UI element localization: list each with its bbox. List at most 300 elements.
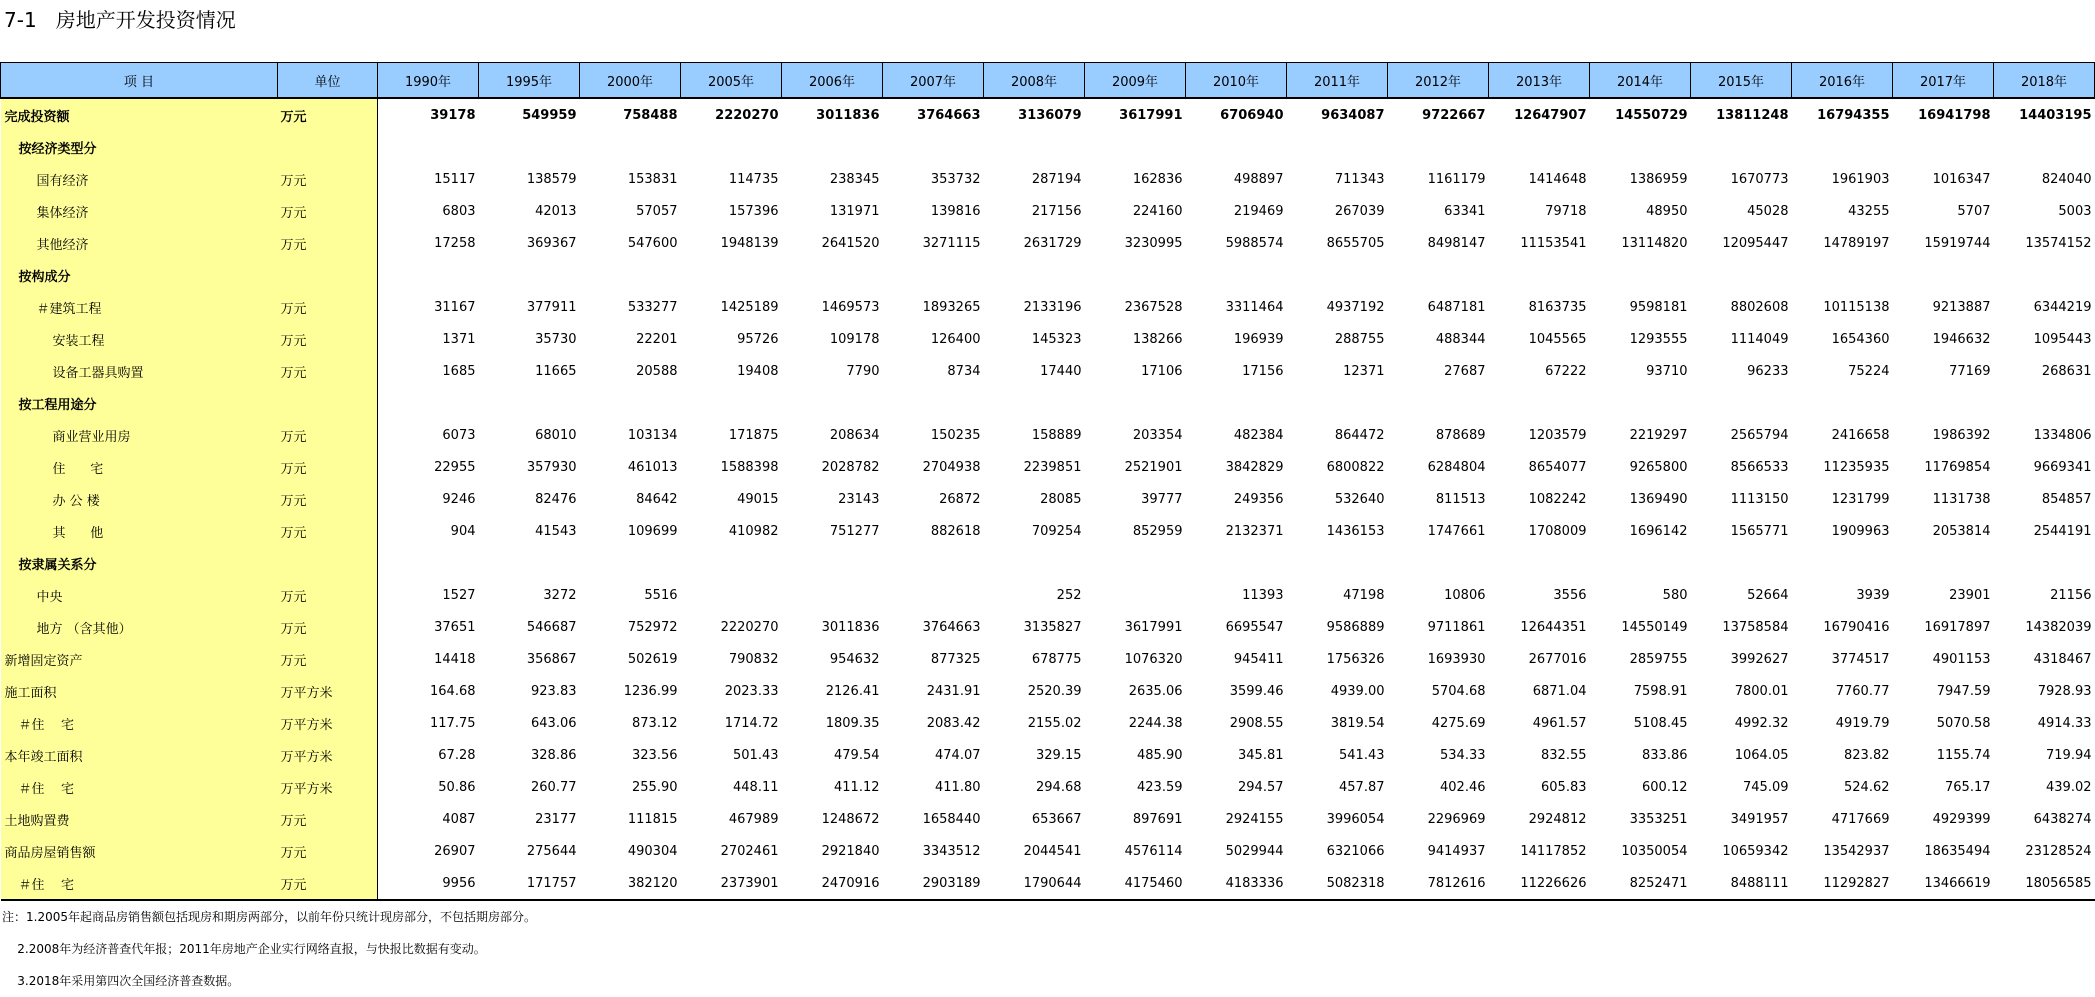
cell-value: 11153541 bbox=[1520, 235, 1587, 251]
row-unit: 万元 bbox=[278, 323, 378, 355]
table-row bbox=[1, 291, 2095, 323]
cell-value: 2921840 bbox=[821, 843, 880, 859]
header-year: 2015年 bbox=[1691, 63, 1792, 99]
cell-value: 5082318 bbox=[1287, 867, 1388, 900]
investment-table bbox=[0, 62, 2095, 901]
cell-value: 6706940 bbox=[1186, 98, 1287, 131]
cell-value bbox=[883, 387, 984, 419]
table-row bbox=[1, 419, 2095, 451]
cell-value: 8802608 bbox=[1730, 299, 1789, 315]
cell-value: 824040 bbox=[2041, 171, 2092, 187]
cell-value bbox=[984, 387, 1085, 419]
cell-value: 4087 bbox=[442, 811, 476, 827]
cell-value: 3556 bbox=[1553, 587, 1587, 603]
cell-value: 11769854 bbox=[1924, 459, 1991, 475]
cell-value: 203354 bbox=[1132, 427, 1183, 443]
cell-value: 2702461 bbox=[720, 843, 779, 859]
cell-value: 1155.74 bbox=[1936, 747, 1991, 763]
cell-value: 2544191 bbox=[2033, 523, 2092, 539]
cell-value: 3764663 bbox=[922, 619, 981, 635]
row-label: 按构成分 bbox=[1, 259, 278, 291]
cell-value: 26907 bbox=[434, 843, 476, 859]
cell-value: 954632 bbox=[829, 651, 880, 667]
cell-value: 5516 bbox=[644, 587, 678, 603]
cell-value: 35730 bbox=[535, 331, 577, 347]
cell-value: 1961903 bbox=[1831, 171, 1890, 187]
cell-value: 3939 bbox=[1856, 587, 1890, 603]
cell-value bbox=[1085, 259, 1186, 291]
cell-value: 15919744 bbox=[1924, 235, 1991, 251]
cell-value: 1414648 bbox=[1528, 171, 1587, 187]
cell-value: 877325 bbox=[930, 651, 981, 667]
cell-value: 117.75 bbox=[430, 715, 476, 731]
cell-value bbox=[580, 259, 681, 291]
row-label: 按隶属关系分 bbox=[1, 547, 278, 579]
cell-value bbox=[1186, 547, 1287, 579]
header-unit: 单位 bbox=[278, 63, 378, 99]
cell-value: 22955 bbox=[434, 459, 476, 475]
cell-value: 6871.04 bbox=[1532, 683, 1587, 699]
cell-value: 2126.41 bbox=[825, 683, 880, 699]
header-year: 2018年 bbox=[1994, 63, 2095, 99]
cell-value: 238345 bbox=[829, 171, 880, 187]
cell-value bbox=[1893, 547, 1994, 579]
table-row bbox=[1, 515, 2095, 547]
cell-value: 49015 bbox=[737, 491, 779, 507]
cell-value bbox=[681, 259, 782, 291]
row-unit: 万元 bbox=[278, 355, 378, 387]
cell-value: 1909963 bbox=[1831, 523, 1890, 539]
cell-value: 8163735 bbox=[1528, 299, 1587, 315]
cell-value: 4183336 bbox=[1186, 867, 1287, 900]
cell-value: 467989 bbox=[728, 811, 779, 827]
row-unit: 万元 bbox=[278, 643, 378, 675]
cell-value: 63341 bbox=[1444, 203, 1486, 219]
cell-value: 3011836 bbox=[821, 619, 880, 635]
cell-value bbox=[1489, 547, 1590, 579]
cell-value bbox=[1994, 547, 2095, 579]
row-label: 按工程用途分 bbox=[1, 387, 278, 419]
cell-value bbox=[1186, 259, 1287, 291]
header-year: 2007年 bbox=[883, 63, 984, 99]
cell-value bbox=[1994, 387, 2095, 419]
cell-value: 3311464 bbox=[1225, 299, 1284, 315]
row-unit: 万元 bbox=[278, 579, 378, 611]
cell-value: 2244.38 bbox=[1128, 715, 1183, 731]
cell-value: 13114820 bbox=[1621, 235, 1688, 251]
cell-value: 5003 bbox=[2058, 203, 2092, 219]
cell-value: 84642 bbox=[636, 491, 678, 507]
cell-value bbox=[1186, 387, 1287, 419]
table-row bbox=[1, 771, 2095, 803]
cell-value bbox=[1893, 259, 1994, 291]
cell-value: 1654360 bbox=[1831, 331, 1890, 347]
cell-value: 1131738 bbox=[1932, 491, 1991, 507]
cell-value: 5029944 bbox=[1225, 843, 1284, 859]
cell-value: 4919.79 bbox=[1835, 715, 1890, 731]
cell-value: 482384 bbox=[1233, 427, 1284, 443]
cell-value: 823.82 bbox=[1844, 747, 1890, 763]
cell-value: 45028 bbox=[1747, 203, 1789, 219]
cell-value: 329.15 bbox=[1036, 747, 1082, 763]
cell-value: 2296969 bbox=[1427, 811, 1486, 827]
cell-value: 1425189 bbox=[720, 299, 779, 315]
cell-value: 10806 bbox=[1444, 587, 1486, 603]
cell-value: 549959 bbox=[479, 98, 580, 131]
cell-value: 14403195 bbox=[1994, 98, 2095, 131]
cell-value: 328.86 bbox=[531, 747, 577, 763]
cell-value bbox=[1691, 387, 1792, 419]
row-label: 按经济类型分 bbox=[1, 131, 278, 163]
cell-value: 1685 bbox=[442, 363, 476, 379]
cell-value: 275644 bbox=[526, 843, 577, 859]
cell-value: 77169 bbox=[1949, 363, 1991, 379]
row-label: 新增固定资产 bbox=[1, 643, 278, 675]
cell-value: 5988574 bbox=[1225, 235, 1284, 251]
cell-value: 4929399 bbox=[1932, 811, 1991, 827]
cell-value: 2521901 bbox=[1124, 459, 1183, 475]
cell-value: 1565771 bbox=[1730, 523, 1789, 539]
table-row bbox=[1, 707, 2095, 739]
cell-value: 15117 bbox=[434, 171, 476, 187]
cell-value: 23901 bbox=[1949, 587, 1991, 603]
cell-value: 2083.42 bbox=[926, 715, 981, 731]
cell-value: 3136079 bbox=[984, 98, 1085, 131]
row-unit: 万元 bbox=[278, 611, 378, 643]
cell-value: 410982 bbox=[728, 523, 779, 539]
cell-value: 897691 bbox=[1132, 811, 1183, 827]
cell-value: 288755 bbox=[1334, 331, 1385, 347]
cell-value: 3271115 bbox=[922, 235, 981, 251]
table-row bbox=[1, 483, 2095, 515]
cell-value bbox=[782, 387, 883, 419]
cell-value bbox=[479, 131, 580, 163]
cell-value: 3617991 bbox=[1124, 619, 1183, 635]
cell-value: 126400 bbox=[930, 331, 981, 347]
cell-value: 6344219 bbox=[2033, 299, 2092, 315]
cell-value: 719.94 bbox=[2046, 747, 2092, 763]
cell-value: 3842829 bbox=[1225, 459, 1284, 475]
cell-value: 1696142 bbox=[1629, 523, 1688, 539]
cell-value: 6487181 bbox=[1427, 299, 1486, 315]
cell-value: 758488 bbox=[580, 98, 681, 131]
cell-value: 1790644 bbox=[984, 867, 1085, 900]
cell-value bbox=[1792, 259, 1893, 291]
cell-value bbox=[1287, 547, 1388, 579]
cell-value: 8734 bbox=[947, 363, 981, 379]
cell-value: 1588398 bbox=[720, 459, 779, 475]
cell-value: 6073 bbox=[442, 427, 476, 443]
cell-value: 28085 bbox=[1040, 491, 1082, 507]
cell-value: 4318467 bbox=[2033, 651, 2092, 667]
cell-value: 260.77 bbox=[531, 779, 577, 795]
header-year: 2008年 bbox=[984, 63, 1085, 99]
cell-value: 171757 bbox=[479, 867, 580, 900]
cell-value: 6438274 bbox=[2033, 811, 2092, 827]
cell-value: 6800822 bbox=[1326, 459, 1385, 475]
cell-value: 3617991 bbox=[1085, 98, 1186, 131]
cell-value: 439.02 bbox=[2046, 779, 2092, 795]
cell-value bbox=[883, 579, 984, 611]
cell-value: 878689 bbox=[1435, 427, 1486, 443]
cell-value: 57057 bbox=[636, 203, 678, 219]
cell-value: 162836 bbox=[1132, 171, 1183, 187]
cell-value: 9246 bbox=[442, 491, 476, 507]
page-title: 7-1 房地产开发投资情况 bbox=[4, 8, 236, 32]
cell-value bbox=[681, 547, 782, 579]
cell-value: 9722667 bbox=[1388, 98, 1489, 131]
cell-value: 1161179 bbox=[1427, 171, 1486, 187]
cell-value: 16790416 bbox=[1823, 619, 1890, 635]
cell-value bbox=[1994, 131, 2095, 163]
cell-value: 9711861 bbox=[1427, 619, 1486, 635]
cell-value: 2044541 bbox=[1023, 843, 1082, 859]
cell-value: 16794355 bbox=[1792, 98, 1893, 131]
cell-value: 854857 bbox=[2041, 491, 2092, 507]
cell-value: 3774517 bbox=[1831, 651, 1890, 667]
cell-value: 13466619 bbox=[1893, 867, 1994, 900]
cell-value: 345.81 bbox=[1238, 747, 1284, 763]
cell-value: 2239851 bbox=[1023, 459, 1082, 475]
cell-value: 3819.54 bbox=[1330, 715, 1385, 731]
table-row bbox=[1, 739, 2095, 771]
cell-value bbox=[1893, 131, 1994, 163]
cell-value: 423.59 bbox=[1137, 779, 1183, 795]
cell-value: 109178 bbox=[829, 331, 880, 347]
cell-value: 678775 bbox=[1031, 651, 1082, 667]
cell-value bbox=[1792, 387, 1893, 419]
cell-value: 17440 bbox=[1040, 363, 1082, 379]
row-label: 国有经济 bbox=[1, 163, 278, 195]
cell-value: 4939.00 bbox=[1330, 683, 1385, 699]
header-year: 2016年 bbox=[1792, 63, 1893, 99]
cell-value: 2133196 bbox=[1023, 299, 1082, 315]
table-row bbox=[1, 98, 2095, 131]
cell-value: 3343512 bbox=[922, 843, 981, 859]
cell-value: 12647907 bbox=[1489, 98, 1590, 131]
cell-value: 7947.59 bbox=[1936, 683, 1991, 699]
cell-value: 864472 bbox=[1334, 427, 1385, 443]
cell-value: 23143 bbox=[838, 491, 880, 507]
cell-value: 294.57 bbox=[1238, 779, 1284, 795]
table-row bbox=[1, 323, 2095, 355]
cell-value: 9669341 bbox=[2033, 459, 2092, 475]
cell-value bbox=[1792, 547, 1893, 579]
cell-value bbox=[1994, 259, 2095, 291]
row-label: 施工面积 bbox=[1, 675, 278, 707]
cell-value: 600.12 bbox=[1642, 779, 1688, 795]
cell-value: 50.86 bbox=[438, 779, 476, 795]
cell-value: 1369490 bbox=[1629, 491, 1688, 507]
table-row bbox=[1, 131, 2095, 163]
cell-value: 457.87 bbox=[1339, 779, 1385, 795]
cell-value bbox=[378, 259, 479, 291]
cell-value: 2416658 bbox=[1831, 427, 1890, 443]
cell-value: 145323 bbox=[1031, 331, 1082, 347]
row-unit: 万元 bbox=[278, 291, 378, 323]
header-year: 2011年 bbox=[1287, 63, 1388, 99]
row-unit: 万元 bbox=[278, 867, 378, 900]
cell-value: 1114049 bbox=[1730, 331, 1789, 347]
cell-value: 8566533 bbox=[1730, 459, 1789, 475]
header-year: 2017年 bbox=[1893, 63, 1994, 99]
cell-value: 711343 bbox=[1334, 171, 1385, 187]
cell-value: 2520.39 bbox=[1027, 683, 1082, 699]
cell-value: 1371 bbox=[442, 331, 476, 347]
row-label: 集体经济 bbox=[1, 195, 278, 227]
cell-value: 11393 bbox=[1242, 587, 1284, 603]
cell-value: 20588 bbox=[636, 363, 678, 379]
cell-value: 7928.93 bbox=[2037, 683, 2092, 699]
cell-value: 2028782 bbox=[821, 459, 880, 475]
cell-value bbox=[1691, 131, 1792, 163]
cell-value bbox=[1590, 259, 1691, 291]
table-row bbox=[1, 163, 2095, 195]
cell-value: 353732 bbox=[930, 171, 981, 187]
cell-value bbox=[782, 259, 883, 291]
cell-value: 1714.72 bbox=[724, 715, 779, 731]
cell-value: 474.07 bbox=[935, 747, 981, 763]
cell-value: 75224 bbox=[1848, 363, 1890, 379]
cell-value: 8654077 bbox=[1528, 459, 1587, 475]
cell-value: 5707 bbox=[1957, 203, 1991, 219]
cell-value: 751277 bbox=[829, 523, 880, 539]
cell-value bbox=[479, 547, 580, 579]
cell-value: 5070.58 bbox=[1936, 715, 1991, 731]
cell-value: 923.83 bbox=[531, 683, 577, 699]
row-label: ＃住 宅 bbox=[1, 771, 278, 803]
cell-value: 502619 bbox=[627, 651, 678, 667]
table-row bbox=[1, 675, 2095, 707]
cell-value: 224160 bbox=[1132, 203, 1183, 219]
cell-value: 745.09 bbox=[1743, 779, 1789, 795]
footnote: 注：1.2005年起商品房销售额包括现房和期房两部分，以前年份只统计现房部分，不包括期房部分。 bbox=[2, 910, 536, 924]
row-label: 设备工器具购置 bbox=[1, 355, 278, 387]
cell-value bbox=[1489, 387, 1590, 419]
cell-value: 1946632 bbox=[1932, 331, 1991, 347]
cell-value: 643.06 bbox=[531, 715, 577, 731]
cell-value bbox=[1388, 131, 1489, 163]
header-year: 1990年 bbox=[378, 63, 479, 99]
row-unit: 万元 bbox=[278, 451, 378, 483]
row-unit: 万元 bbox=[278, 98, 378, 131]
footnotes bbox=[2, 901, 536, 997]
cell-value bbox=[1388, 387, 1489, 419]
cell-value: 12644351 bbox=[1520, 619, 1587, 635]
cell-value: 219469 bbox=[1233, 203, 1284, 219]
cell-value: 7760.77 bbox=[1835, 683, 1890, 699]
row-unit bbox=[278, 131, 378, 163]
cell-value: 14418 bbox=[434, 651, 476, 667]
cell-value: 1948139 bbox=[720, 235, 779, 251]
header-year: 1995年 bbox=[479, 63, 580, 99]
cell-value: 2631729 bbox=[1023, 235, 1082, 251]
table-row bbox=[1, 643, 2095, 675]
cell-value: 653667 bbox=[1031, 811, 1082, 827]
cell-value: 1045565 bbox=[1528, 331, 1587, 347]
cell-value: 14550149 bbox=[1621, 619, 1688, 635]
cell-value: 139816 bbox=[930, 203, 981, 219]
cell-value: 217156 bbox=[1031, 203, 1082, 219]
cell-value: 1436153 bbox=[1326, 523, 1385, 539]
cell-value: 252 bbox=[1056, 587, 1082, 603]
footnote: 2.2008年为经济普查代年报；2011年房地产企业实行网络直报，与快报比数据有变动。 bbox=[2, 942, 486, 956]
cell-value: 103134 bbox=[627, 427, 678, 443]
row-unit: 万元 bbox=[278, 515, 378, 547]
cell-value: 23177 bbox=[535, 811, 577, 827]
cell-value: 2373901 bbox=[681, 867, 782, 900]
cell-value: 7598.91 bbox=[1633, 683, 1688, 699]
cell-value: 96233 bbox=[1747, 363, 1789, 379]
cell-value: 11235935 bbox=[1823, 459, 1890, 475]
row-unit: 万元 bbox=[278, 835, 378, 867]
cell-value bbox=[1388, 547, 1489, 579]
cell-value: 7800.01 bbox=[1734, 683, 1789, 699]
cell-value: 1986392 bbox=[1932, 427, 1991, 443]
cell-value: 26872 bbox=[939, 491, 981, 507]
cell-value: 488344 bbox=[1435, 331, 1486, 347]
cell-value: 14382039 bbox=[2025, 619, 2092, 635]
cell-value: 1386959 bbox=[1629, 171, 1688, 187]
cell-value: 4275.69 bbox=[1431, 715, 1486, 731]
cell-value: 11665 bbox=[535, 363, 577, 379]
cell-value: 9414937 bbox=[1427, 843, 1486, 859]
cell-value: 14550729 bbox=[1590, 98, 1691, 131]
cell-value: 377911 bbox=[526, 299, 577, 315]
cell-value bbox=[1691, 547, 1792, 579]
cell-value: 95726 bbox=[737, 331, 779, 347]
cell-value: 22201 bbox=[636, 331, 678, 347]
cell-value bbox=[1287, 259, 1388, 291]
cell-value: 16941798 bbox=[1893, 98, 1994, 131]
cell-value: 5704.68 bbox=[1431, 683, 1486, 699]
cell-value: 79718 bbox=[1545, 203, 1587, 219]
cell-value: 1693930 bbox=[1427, 651, 1486, 667]
cell-value: 1082242 bbox=[1528, 491, 1587, 507]
cell-value: 524.62 bbox=[1844, 779, 1890, 795]
cell-value bbox=[984, 131, 1085, 163]
cell-value bbox=[1489, 259, 1590, 291]
cell-value: 3996054 bbox=[1326, 811, 1385, 827]
cell-value: 323.56 bbox=[632, 747, 678, 763]
cell-value: 3491957 bbox=[1730, 811, 1789, 827]
cell-value: 14789197 bbox=[1823, 235, 1890, 251]
cell-value: 267039 bbox=[1334, 203, 1385, 219]
header-year: 2005年 bbox=[681, 63, 782, 99]
row-label: 其 他 bbox=[1, 515, 278, 547]
cell-value: 3353251 bbox=[1629, 811, 1688, 827]
cell-value: 498897 bbox=[1233, 171, 1284, 187]
cell-value: 17106 bbox=[1141, 363, 1183, 379]
cell-value bbox=[681, 387, 782, 419]
cell-value: 42013 bbox=[535, 203, 577, 219]
cell-value: 4717669 bbox=[1831, 811, 1890, 827]
cell-value: 1231799 bbox=[1831, 491, 1890, 507]
cell-value: 171875 bbox=[728, 427, 779, 443]
cell-value: 356867 bbox=[526, 651, 577, 667]
cell-value: 6695547 bbox=[1225, 619, 1284, 635]
cell-value: 138266 bbox=[1132, 331, 1183, 347]
cell-value: 27687 bbox=[1444, 363, 1486, 379]
cell-value: 2132371 bbox=[1225, 523, 1284, 539]
table-row bbox=[1, 835, 2095, 867]
header-year: 2009年 bbox=[1085, 63, 1186, 99]
cell-value: 12095447 bbox=[1722, 235, 1789, 251]
header-year: 2012年 bbox=[1388, 63, 1489, 99]
row-unit: 万元 bbox=[278, 163, 378, 195]
cell-value: 41543 bbox=[535, 523, 577, 539]
cell-value: 48950 bbox=[1646, 203, 1688, 219]
